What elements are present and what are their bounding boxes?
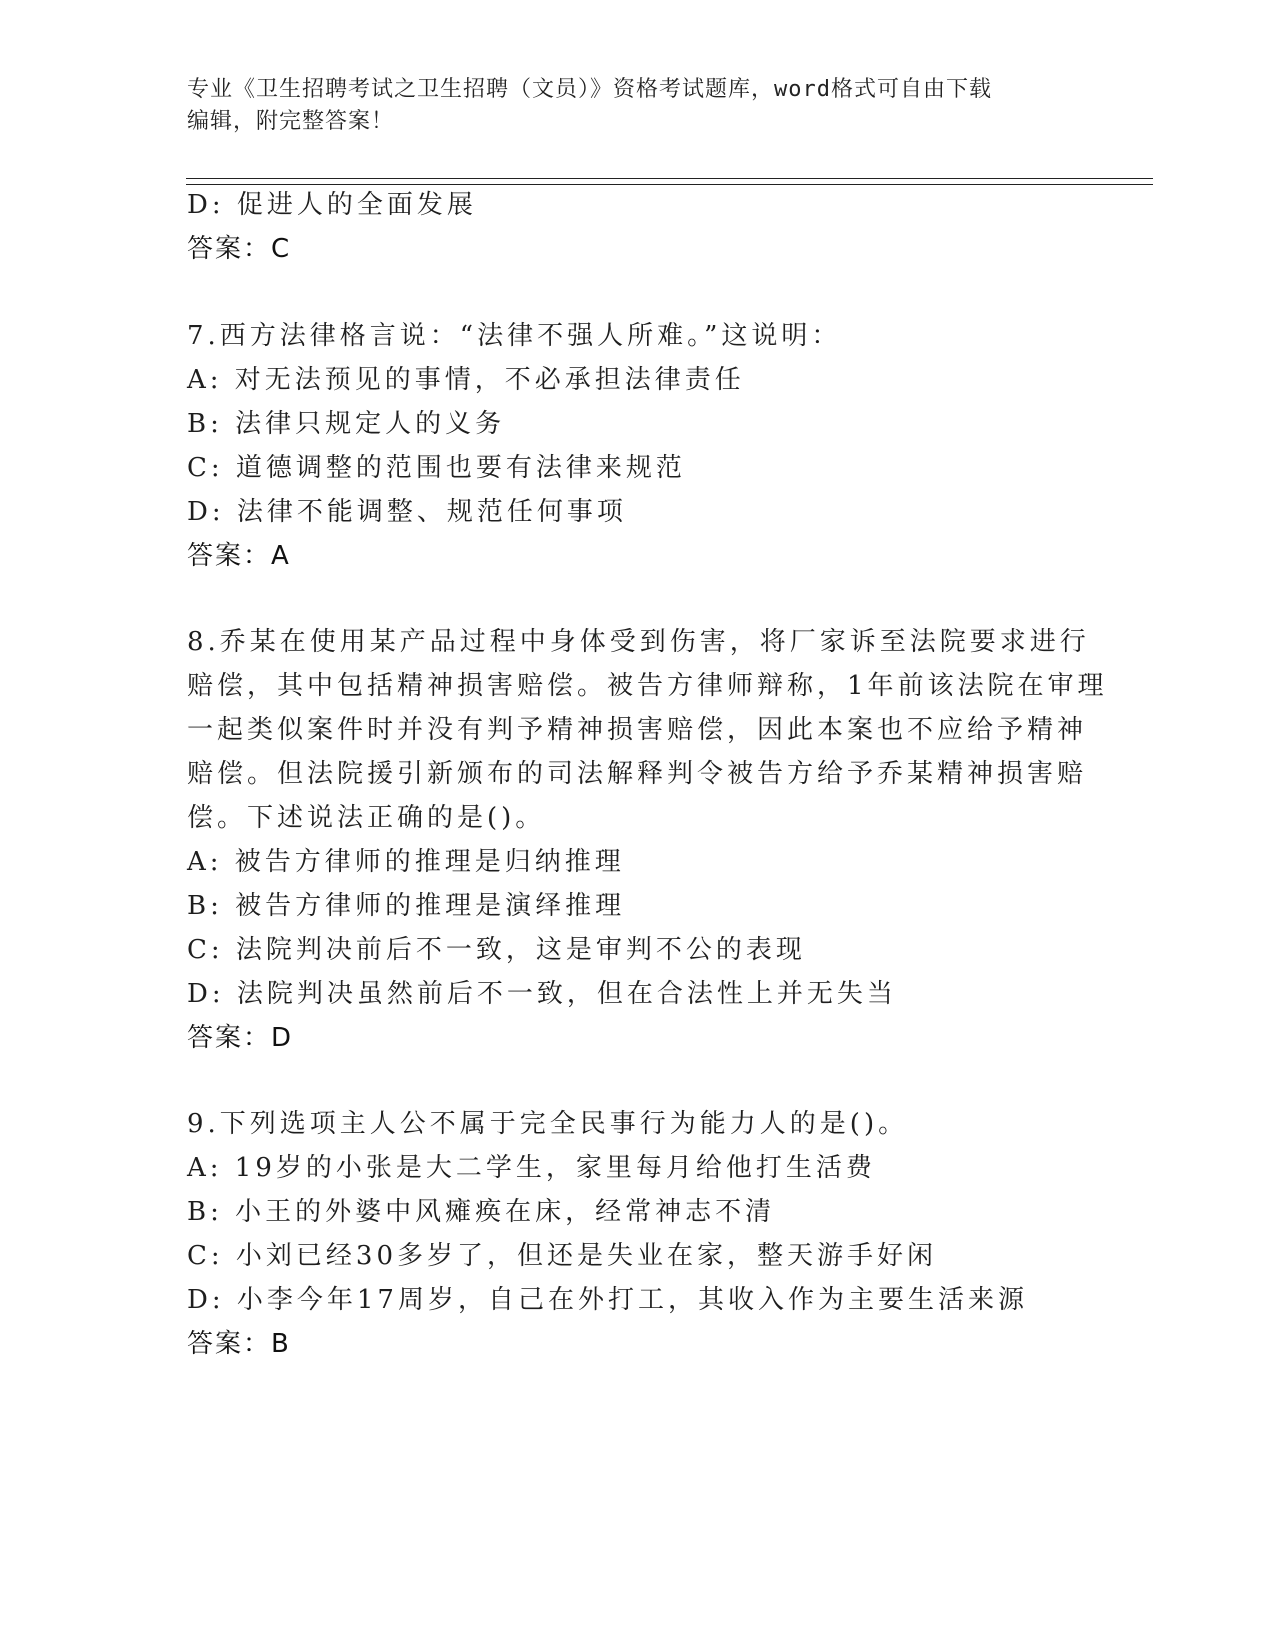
q8-stem-line-4: 赔偿。但法院援引新颁布的司法解释判令被告方给予乔某精神损害赔 xyxy=(187,759,1088,789)
q7-answer: 答案：A xyxy=(187,541,291,571)
header-divider-top xyxy=(186,178,1153,179)
q8-stem-line-5: 偿。下述说法正确的是()。 xyxy=(187,803,546,833)
q9-option-c: C: 小刘已经30多岁了，但还是失业在家，整天游手好闲 xyxy=(187,1241,938,1271)
q9-option-b: B: 小王的外婆中风瘫痪在床，经常神志不清 xyxy=(187,1197,776,1227)
q8-option-b: B: 被告方律师的推理是演绎推理 xyxy=(187,891,626,921)
q7-option-b: B: 法律只规定人的义务 xyxy=(187,409,506,439)
q7-option-d: D: 法律不能调整、规范任何事项 xyxy=(187,497,627,527)
q8-stem-line-2: 赔偿，其中包括精神损害赔偿。被告方律师辩称，1年前该法院在审理 xyxy=(187,671,1108,701)
q7-option-a: A: 对无法预见的事情，不必承担法律责任 xyxy=(187,365,745,395)
q7-stem: 7.西方法律格言说：“法律不强人所难。”这说明： xyxy=(187,321,842,351)
q8-stem-line-1: 8.乔某在使用某产品过程中身体受到伤害，将厂家诉至法院要求进行 xyxy=(187,627,1090,657)
header-line-2: 编辑，附完整答案！ xyxy=(187,109,395,134)
document-header xyxy=(187,74,1067,138)
q8-option-c: C: 法院判决前后不一致，这是审判不公的表现 xyxy=(187,935,806,965)
q8-option-d: D: 法院判决虽然前后不一致，但在合法性上并无失当 xyxy=(187,979,897,1009)
q9-answer: 答案：B xyxy=(187,1329,291,1359)
q9-option-d: D: 小李今年17周岁，自己在外打工，其收入作为主要生活来源 xyxy=(187,1285,1028,1315)
q9-option-a: A: 19岁的小张是大二学生，家里每月给他打生活费 xyxy=(187,1153,876,1183)
q8-option-a: A: 被告方律师的推理是归纳推理 xyxy=(187,847,625,877)
q9-stem: 9.下列选项主人公不属于完全民事行为能力人的是()。 xyxy=(187,1109,909,1139)
prev-option-d: D: 促进人的全面发展 xyxy=(187,190,477,220)
header-line-1: 专业《卫生招聘考试之卫生招聘（文员）》资格考试题库，word格式可自由下载 xyxy=(187,77,992,102)
q8-stem-line-3: 一起类似案件时并没有判予精神损害赔偿，因此本案也不应给予精神 xyxy=(187,715,1088,745)
q8-answer: 答案：D xyxy=(187,1023,294,1053)
prev-answer: 答案：C xyxy=(187,234,292,264)
q7-option-c: C: 道德调整的范围也要有法律来规范 xyxy=(187,453,686,483)
header-divider-bottom xyxy=(186,184,1153,185)
